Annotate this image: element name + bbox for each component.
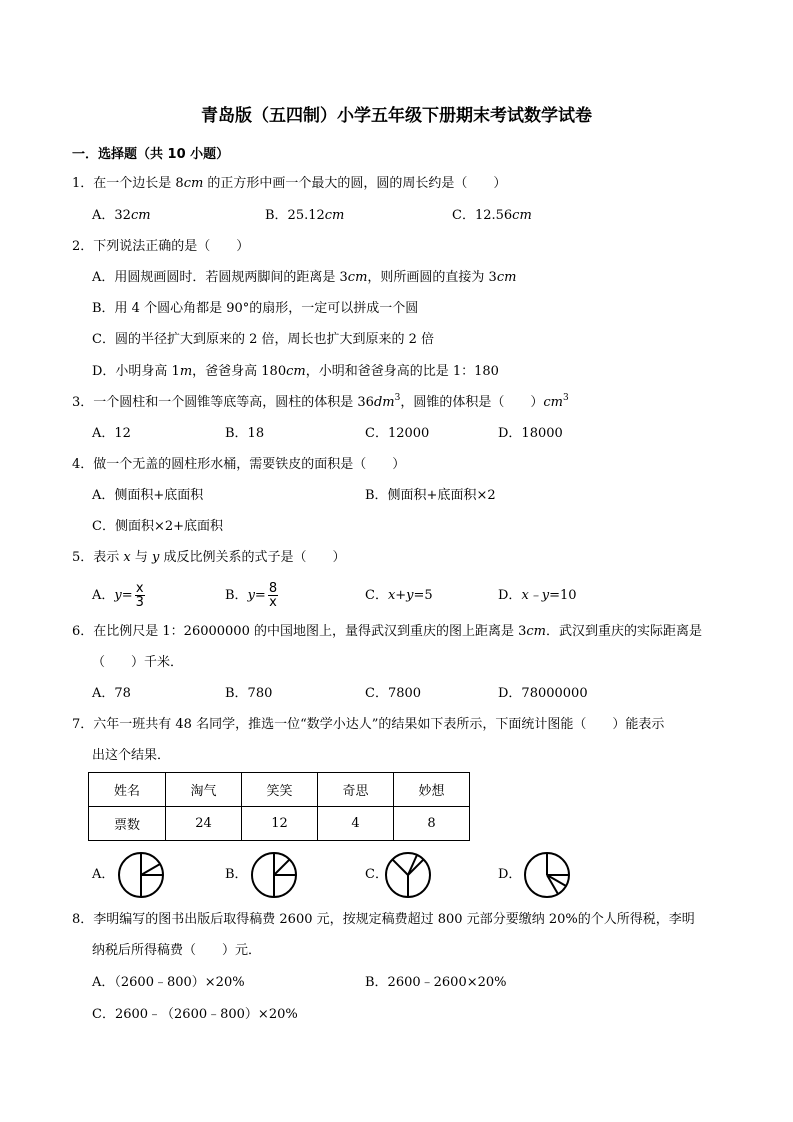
question-8-option-c: C．2600﹣（2600﹣800）×20% bbox=[92, 1007, 298, 1022]
question-7-stem-line-2: 出这个结果． bbox=[92, 748, 171, 763]
question-8-stem-line-1: 8．李明编写的图书出版后取得稿费 2600 元，按规定稿费超过 800 元部分要缴纳 20%的个人所得税，李明 bbox=[72, 912, 695, 927]
table-cell: 8 bbox=[394, 807, 470, 841]
question-7-option-c-label: C． bbox=[365, 867, 388, 882]
question-3-option-c: C．12000 bbox=[365, 426, 430, 441]
question-3-stem: 3．一个圆柱和一个圆锥等底等高，圆柱的体积是 $36dm^3$，圆锥的体积是（ ）$cm^3$ bbox=[72, 393, 569, 410]
pie-chart-option-a bbox=[117, 851, 165, 899]
question-6-stem-line-1: 6．在比例尺是 1：26000000 的中国地图上，量得武汉到重庆的图上距离是 3cm．武汉到重庆的实际距离是 bbox=[72, 624, 703, 639]
vote-table bbox=[88, 772, 470, 841]
question-8-option-b: B．2600﹣2600×20% bbox=[365, 975, 507, 990]
table-cell: 奇思 bbox=[318, 773, 394, 807]
question-1-option-a: A．32cm bbox=[92, 208, 151, 223]
question-3-option-d: D．18000 bbox=[498, 426, 563, 441]
page-title: 青岛版（五四制）小学五年级下册期末考试数学试卷 bbox=[201, 106, 592, 126]
question-5-stem: 5．表示 x 与 y 成反比例关系的式子是（ ） bbox=[72, 550, 346, 565]
question-1-stem: 1．在一个边长是 8cm 的正方形中画一个最大的圆，圆的周长约是（ ） bbox=[72, 176, 507, 191]
question-7-option-d-label: D． bbox=[498, 867, 522, 882]
pie-chart-option-c bbox=[384, 851, 432, 899]
table-cell: 笑笑 bbox=[242, 773, 318, 807]
table-row bbox=[89, 807, 470, 841]
question-6-option-c: C．7800 bbox=[365, 686, 422, 701]
table-cell: 票数 bbox=[89, 807, 166, 841]
question-2-stem: 2．下列说法正确的是（ ） bbox=[72, 239, 250, 254]
question-6-option-b: B．780 bbox=[225, 686, 273, 701]
question-6-option-d: D．78000000 bbox=[498, 686, 588, 701]
table-cell: 妙想 bbox=[394, 773, 470, 807]
question-2-option-b: B．用 4 个圆心角都是 90°的扇形，一定可以拼成一个圆 bbox=[92, 301, 419, 316]
question-4-option-a: A．侧面积+底面积 bbox=[92, 488, 204, 503]
question-2-option-a: A．用圆规画圆时．若圆规两脚间的距离是 3cm，则所画圆的直接为 3cm bbox=[92, 270, 517, 285]
table-cell: 4 bbox=[318, 807, 394, 841]
question-5-option-c: C．x+y=5 bbox=[365, 588, 433, 603]
section-heading: 一．选择题（共 10 小题） bbox=[72, 147, 230, 162]
question-4-option-b: B．侧面积+底面积×2 bbox=[365, 488, 496, 503]
question-7-option-a-label: A． bbox=[92, 867, 115, 882]
question-5-option-d: D．x﹣y=10 bbox=[498, 588, 577, 603]
question-6-stem-line-2: （ ）千米． bbox=[92, 655, 184, 670]
question-1-option-b: B．25.12cm bbox=[265, 208, 345, 223]
table-cell: 12 bbox=[242, 807, 318, 841]
question-2-option-d: D．小明身高 1m，爸爸身高 180cm，小明和爸爸身高的比是 1：180 bbox=[92, 364, 499, 379]
question-2-option-c: C．圆的半径扩大到原来的 2 倍，周长也扩大到原来的 2 倍 bbox=[92, 332, 435, 347]
question-5-option-b: B．y= $\frac{8}{x}$ bbox=[225, 581, 278, 610]
question-3-option-a: A．12 bbox=[92, 426, 131, 441]
pie-chart-option-d bbox=[523, 851, 571, 899]
question-8-stem-line-2: 纳税后所得稿费（ ）元． bbox=[92, 943, 262, 958]
question-6-option-a: A．78 bbox=[92, 686, 131, 701]
question-7-stem-line-1: 7．六年一班共有 48 名同学，推选一位“数学小达人”的结果如下表所示，下面统计图能（ ）能表示 bbox=[72, 717, 665, 732]
table-cell: 24 bbox=[166, 807, 242, 841]
table-header-row bbox=[89, 773, 470, 807]
question-3-option-b: B．18 bbox=[225, 426, 265, 441]
question-8-option-a: A．（2600﹣800）×20% bbox=[92, 975, 245, 990]
question-1-option-c: C．12.56cm bbox=[452, 208, 532, 223]
table-cell: 淘气 bbox=[166, 773, 242, 807]
pie-chart-option-b bbox=[250, 851, 298, 899]
question-7-option-b-label: B． bbox=[225, 867, 248, 882]
question-4-stem: 4．做一个无盖的圆柱形水桶，需要铁皮的面积是（ ） bbox=[72, 457, 406, 472]
question-4-option-c: C．侧面积×2+底面积 bbox=[92, 519, 224, 534]
table-cell: 姓名 bbox=[89, 773, 166, 807]
question-5-option-a: A．y= $\frac{x}{3}$ bbox=[92, 581, 144, 610]
